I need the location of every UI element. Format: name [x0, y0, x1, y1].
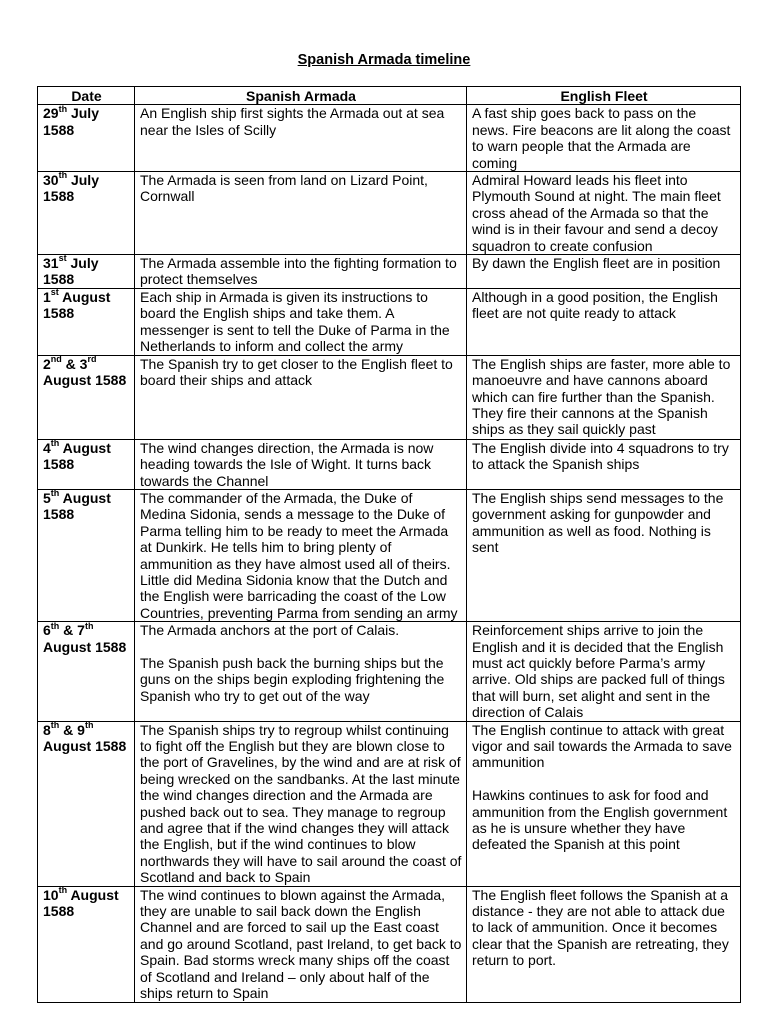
table-row — [38, 255, 741, 289]
spanish-armada-cell: Each ship in Armada is given its instructions to board the English ships and take them. A messenger is sent to tell the Duke of Parma in the Netherlands to inform and collect the army — [135, 289, 467, 356]
date-ordinal-suffix: th — [84, 620, 94, 631]
timeline-table — [37, 86, 741, 1003]
timeline-body — [38, 105, 741, 1002]
date-cell: 2nd & 3rd August 1588 — [38, 355, 135, 439]
page-title: Spanish Armada timeline — [297, 52, 471, 68]
column-header-spanish-armada: Spanish Armada — [135, 87, 467, 105]
date-ordinal-suffix: th — [50, 438, 60, 449]
spanish-armada-cell: An English ship first sights the Armada out at sea near the Isles of Scilly — [135, 105, 467, 172]
date-ordinal-suffix: th — [50, 719, 60, 730]
table-row — [38, 355, 741, 439]
date-cell: 30th July 1588 — [38, 172, 135, 255]
date-cell: 29th July 1588 — [38, 105, 135, 172]
date-ordinal-suffix: th — [50, 620, 60, 631]
english-fleet-cell: Although in a good position, the English fleet are not quite ready to attack — [467, 289, 741, 356]
english-fleet-cell: The English continue to attack with great vigor and sail towards the Armada to save ammunition Hawkins continues to ask for food and ammunition from the English government as he is unsure whether they have defeated the Spanish at this point — [467, 721, 741, 886]
table-row — [38, 172, 741, 255]
date-ordinal-suffix: th — [58, 170, 68, 181]
table-row — [38, 721, 741, 886]
spanish-armada-cell: The Armada assemble into the fighting formation to protect themselves — [135, 255, 467, 289]
english-fleet-cell: A fast ship goes back to pass on the news. Fire beacons are lit along the coast to warn people that the Armada are coming — [467, 105, 741, 172]
english-fleet-cell: The English ships are faster, more able to manoeuvre and have cannons aboard which can fire further than the Spanish. They fire their cannons at the Spanish ships as they sail quickly past — [467, 355, 741, 439]
date-ordinal-suffix: st — [50, 287, 59, 298]
english-fleet-cell: The English divide into 4 squadrons to try to attack the Spanish ships — [467, 439, 741, 489]
date-cell: 8th & 9th August 1588 — [38, 721, 135, 886]
spanish-armada-cell: The wind changes direction, the Armada is now heading towards the Isle of Wight. It turns back towards the Channel — [135, 439, 467, 489]
english-fleet-cell: Reinforcement ships arrive to join the English and it is decided that the English must act quickly before Parma’s army arrive. Old ships are packed full of things that will burn, set alight and sent in the direction of Calais — [467, 622, 741, 721]
table-row — [38, 622, 741, 721]
date-ordinal-suffix: th — [58, 103, 68, 114]
date-cell: 4th August 1588 — [38, 439, 135, 489]
spanish-armada-cell: The Spanish try to get closer to the English fleet to board their ships and attack — [135, 355, 467, 439]
date-cell: 10th August 1588 — [38, 886, 135, 1002]
table-row — [38, 489, 741, 621]
date-ordinal-suffix: th — [84, 719, 94, 730]
date-ordinal-suffix: th — [50, 488, 60, 499]
english-fleet-cell: The English fleet follows the Spanish at a distance - they are not able to attack due to lack of ammunition. Once it becomes clear that the Spanish are retreating, they return to port. — [467, 886, 741, 1002]
spanish-armada-cell: The Armada is seen from land on Lizard Point, Cornwall — [135, 172, 467, 255]
date-ordinal-suffix: nd — [50, 354, 62, 365]
table-row — [38, 439, 741, 489]
date-cell: 6th & 7th August 1588 — [38, 622, 135, 721]
spanish-armada-cell: The Spanish ships try to regroup whilst continuing to fight off the English but they are blown close to the port of Gravelines, by the wind and are at risk of being wrecked on the sandbanks. At the last minute the wind changes direction and the Armada are pushed back out to sea. They manage to regroup and agree that if the wind changes they will attack the English, but if the wind continues to blow northwards they will have to sail around the coast of Scotland and back to Spain — [135, 721, 467, 886]
spanish-armada-cell: The commander of the Armada, the Duke of Medina Sidonia, sends a message to the Duke of Parma telling him to be ready to meet the Armada at Dunkirk. He tells him to bring plenty of ammunition as they have almost used all of theirs. Little did Medina Sidonia know that the Dutch and the English were barricading the coast of the Low Countries, preventing Parma from sending an army — [135, 489, 467, 621]
table-row — [38, 105, 741, 172]
table-header-row — [38, 87, 741, 105]
english-fleet-cell: The English ships send messages to the government asking for gunpowder and ammunition as well as food. Nothing is sent — [467, 489, 741, 621]
table-row — [38, 886, 741, 1002]
column-header-english-fleet: English Fleet — [467, 87, 741, 105]
english-fleet-cell: Admiral Howard leads his fleet into Plymouth Sound at night. The main fleet cross ahead of the Armada so that the wind is in their favour and send a decoy squadron to create confusion — [467, 172, 741, 255]
date-cell: 31st July 1588 — [38, 255, 135, 289]
english-fleet-cell: By dawn the English fleet are in position — [467, 255, 741, 289]
date-cell: 1st August 1588 — [38, 289, 135, 356]
date-ordinal-suffix: st — [58, 253, 67, 264]
date-cell: 5th August 1588 — [38, 489, 135, 621]
table-row — [38, 289, 741, 356]
spanish-armada-cell: The Armada anchors at the port of Calais. The Spanish push back the burning ships but the guns on the ships begin exploding frightening the Spanish who try to get out of the way — [135, 622, 467, 721]
date-ordinal-suffix: th — [58, 885, 68, 895]
date-ordinal-suffix: rd — [87, 354, 97, 365]
spanish-armada-cell: The wind continues to blown against the Armada, they are unable to sail back down the English Channel and are forced to sail up the East coast and go around Scotland, past Ireland, to get back to Spain. Bad storms wreck many ships off the coast of Scotland and Ireland – only about half of the ships return to Spain — [135, 886, 467, 1002]
column-header-date: Date — [38, 87, 135, 105]
